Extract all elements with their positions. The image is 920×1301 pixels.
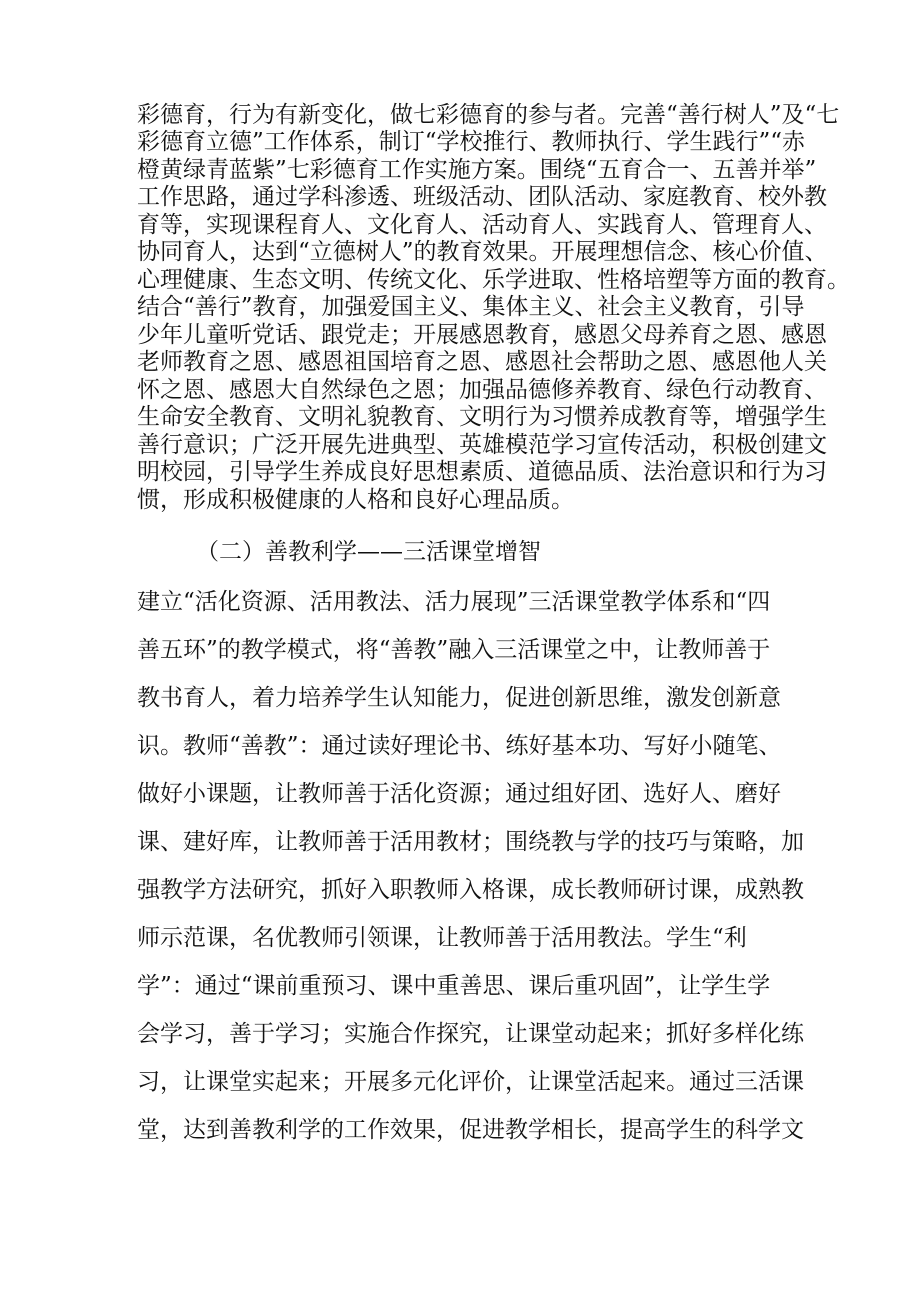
text-line: 橙黄绿青蓝紫”七彩德育工作实施方案。围绕“五育合一、五善并举” [137,157,817,183]
text-line: 结合“善行”教育，加强爱国主义、集体主义、社会主义教育，引导 [137,294,805,320]
text-line: 老师教育之恩、感恩祖国培育之恩、感恩社会帮助之恩、感恩他人关 [137,349,827,375]
text-line: 堂，达到善教利学的工作效果，促进教学相长，提高学生的科学文 [137,1117,804,1143]
text-line: 怀之恩、感恩大自然绿色之恩；加强品德修养教育、绿色行动教育、 [137,377,827,403]
text-line: 善行意识；广泛开展先进典型、英雄模范学习宣传活动，积极创建文 [137,432,827,458]
text-line: 育等，实现课程育人、文化育人、活动育人、实践育人、管理育人、 [137,212,827,238]
text-line: 习，让课堂实起来；开展多元化评价，让课堂活起来。通过三活课 [137,1069,804,1095]
text-line: 强教学方法研究，抓好入职教师入格课，成长教师研讨课，成熟教 [137,877,804,903]
text-line: 明校园，引导学生养成良好思想素质、道德品质、法治意识和行为习 [137,459,827,485]
text-line: 心理健康、生态文明、传统文化、乐学进取、性格培塑等方面的教育。 [137,267,850,293]
text-line: 会学习，善于学习；实施合作探究，让课堂动起来；抓好多样化练 [137,1021,804,1047]
text-line: 工作思路，通过学科渗透、班级活动、团队活动、家庭教育、校外教 [137,184,827,210]
section-heading: （二）善教利学——三活课堂增智 [196,539,541,565]
text-line: 生命安全教育、文明礼貌教育、文明行为习惯养成教育等，增强学生 [137,404,827,430]
text-line: 善五环”的教学模式，将“善教”融入三活课堂之中，让教师善于 [137,637,771,663]
text-line: 师示范课，名优教师引领课，让教师善于活用教法。学生“利 [137,925,747,951]
text-line: 做好小课题，让教师善于活化资源；通过组好团、选好人、磨好 [137,781,781,807]
text-line: 教书育人，着力培养学生认知能力，促进创新思维，激发创新意 [137,685,781,711]
text-line: 建立“活化资源、活用教法、活力展现”三活课堂教学体系和“四 [137,589,771,615]
text-line: 少年儿童听党话、跟党走；开展感恩教育，感恩父母养育之恩、感恩 [137,322,827,348]
text-line: 彩德育，行为有新变化，做七彩德育的参与者。完善“善行树人”及“七 [137,102,840,128]
text-line: 课、建好库，让教师善于活用教材；围绕教与学的技巧与策略，加 [137,829,804,855]
text-line: 学”：通过“课前重预习、课中重善思、课后重巩固”，让学生学 [137,973,771,999]
text-line: 彩德育立德”工作体系，制订“学校推行、教师执行、学生践行”“赤 [137,129,806,155]
text-line: 协同育人，达到“立德树人”的教育效果。开展理想信念、核心价值、 [137,239,828,265]
text-line: 识。教师“善教”：通过读好理论书、练好基本功、写好小随笔、 [137,733,782,759]
text-line: 惯，形成积极健康的人格和良好心理品质。 [137,487,574,513]
